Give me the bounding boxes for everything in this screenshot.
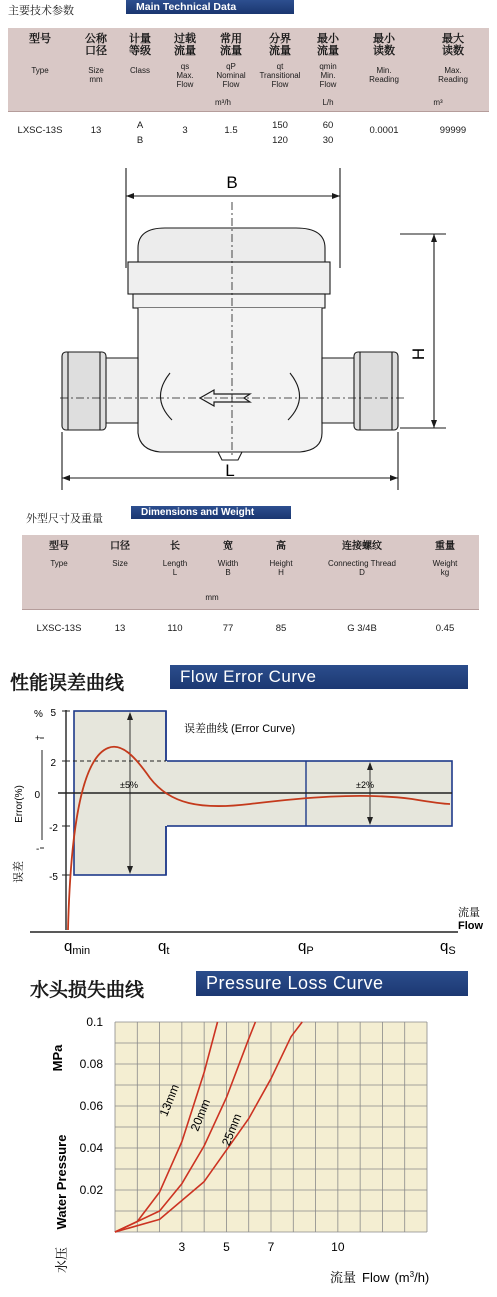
series-label: 25mm bbox=[218, 1111, 245, 1148]
x-axis-label-cn: 流量 bbox=[458, 907, 480, 919]
dimensions-header-en: Length L bbox=[162, 559, 188, 578]
dimensions-header-cn: 型号 bbox=[49, 541, 69, 552]
main-tech-header-en: Min. Flow bbox=[319, 71, 337, 90]
y-axis-label-cn: 误差 bbox=[13, 861, 25, 883]
y-tick-label: 0.08 bbox=[79, 1057, 103, 1071]
flow-error-title-banner: Flow Error Curve bbox=[170, 665, 468, 689]
main-tech-header-symbol: qP bbox=[226, 62, 236, 71]
main-tech-header-cn: 最小 读数 bbox=[373, 33, 395, 58]
main-tech-header-en: Min. Reading bbox=[369, 66, 399, 85]
main-tech-header-en: Size mm bbox=[88, 66, 104, 85]
dimensions-cell: 13 bbox=[114, 623, 126, 634]
y-tick-label: 0.06 bbox=[79, 1099, 103, 1113]
x-axis-label-en: Flow bbox=[458, 920, 484, 932]
dimensions-cell: 0.45 bbox=[435, 623, 455, 634]
series-label: 20mm bbox=[187, 1096, 214, 1134]
main-tech-cell-type: LXSC-13S bbox=[17, 125, 63, 136]
dimensions-header-cn: 高 bbox=[276, 541, 286, 552]
dimensions-header-en: Weight kg bbox=[432, 559, 458, 578]
flow-error-chart bbox=[0, 700, 497, 962]
x-label-qp: $q_P$ bbox=[298, 938, 314, 957]
y-axis-label-en: Error(%) bbox=[14, 785, 25, 823]
dimensions-header-en: Width B bbox=[217, 559, 239, 578]
main-tech-divider bbox=[8, 111, 489, 112]
x-label-qs: $q_S$ bbox=[440, 938, 456, 957]
y-tick-5: 5 bbox=[50, 708, 56, 719]
y-tick-neg5: -5 bbox=[49, 872, 58, 883]
minus-sign: - bbox=[36, 844, 40, 855]
dimensions-header-en: Type bbox=[50, 559, 68, 568]
y-tick-neg2: -2 bbox=[49, 823, 58, 834]
x-tick-label: 10 bbox=[331, 1240, 345, 1254]
main-tech-header-en: Nominal Flow bbox=[216, 71, 246, 90]
main-tech-unit-reading: m³ bbox=[433, 98, 443, 107]
main-tech-header-en: Type bbox=[31, 66, 49, 75]
main-tech-header-en: Transitional Flow bbox=[259, 71, 301, 90]
y-tick-label: 0.02 bbox=[79, 1183, 103, 1197]
main-tech-cell-max-reading: 99999 bbox=[439, 125, 467, 136]
dimensions-header-row bbox=[22, 535, 479, 609]
dimensions-divider bbox=[22, 609, 479, 610]
dimensions-cell: 85 bbox=[275, 623, 287, 634]
dim-label-l: L bbox=[225, 461, 235, 480]
main-tech-header-row bbox=[8, 28, 489, 111]
series-label: 13mm bbox=[156, 1082, 182, 1119]
flow-error-title-cn: 性能误差曲线 bbox=[10, 673, 125, 694]
main-tech-header-cn: 型号 bbox=[29, 33, 51, 45]
main-tech-cell-nominal-flow: 1.5 bbox=[224, 125, 238, 136]
x-tick-label: 5 bbox=[223, 1240, 230, 1254]
dimensions-header-en: Size bbox=[112, 559, 128, 568]
y-tick-label: 0.04 bbox=[79, 1141, 103, 1155]
main-tech-unit-lh: L/h bbox=[322, 98, 334, 107]
dimensions-title-banner: Dimensions and Weight bbox=[131, 506, 291, 519]
dimensions-header-cn: 连接螺纹 bbox=[342, 541, 382, 552]
y-axis-label-cn: 水压 bbox=[54, 1246, 69, 1274]
y-tick-2: 2 bbox=[50, 758, 56, 769]
dimensions-header-en: Height H bbox=[269, 559, 293, 578]
main-tech-title-cn: 主要技术参数 bbox=[8, 5, 74, 17]
dimensions-header-en: Connecting Thread D bbox=[328, 559, 396, 578]
main-tech-header-cn: 常用 流量 bbox=[220, 33, 242, 58]
main-tech-header-cn: 最小 流量 bbox=[317, 33, 339, 58]
main-tech-title-banner: Main Technical Data bbox=[126, 0, 294, 14]
main-tech-cell-min-reading: 0.0001 bbox=[369, 125, 399, 136]
dimensions-cell: 110 bbox=[167, 623, 183, 634]
y-axis-label-en: Water Pressure bbox=[54, 1134, 69, 1230]
y-tick-0: 0 bbox=[34, 790, 40, 801]
meter-drawing bbox=[0, 158, 497, 493]
dimensions-data-row bbox=[22, 612, 479, 650]
y-unit-pct: % bbox=[34, 709, 43, 720]
x-label-qt: $q_t$ bbox=[158, 938, 170, 957]
pressure-loss-title-banner: Pressure Loss Curve bbox=[196, 971, 468, 996]
main-tech-header-cn: 计量 等级 bbox=[129, 33, 151, 58]
main-tech-cell-max-flow: 3 bbox=[182, 125, 188, 136]
x-axis-label: 流量 Flow $(m^3/h)$ bbox=[330, 1270, 430, 1285]
tolerance-label-5: ±5% bbox=[120, 780, 138, 790]
x-label-qmin: $q_{min}$ bbox=[64, 938, 91, 957]
y-tick-label: 0.1 bbox=[86, 1015, 103, 1029]
dimensions-header-cn: 重量 bbox=[435, 541, 455, 552]
main-tech-cell-class: A B bbox=[136, 120, 144, 146]
main-tech-header-en: Max. Reading bbox=[438, 66, 468, 85]
tolerance-label-2: ±2% bbox=[356, 780, 374, 790]
dimensions-cell: LXSC-13S bbox=[36, 623, 82, 634]
dimensions-cell: 77 bbox=[222, 623, 234, 634]
main-tech-header-symbol: qs bbox=[180, 62, 190, 71]
dimensions-header-cn: 长 bbox=[170, 541, 180, 552]
x-tick-label: 7 bbox=[267, 1240, 275, 1254]
pressure-loss-chart bbox=[0, 1012, 497, 1297]
main-tech-header-en: Class bbox=[129, 66, 150, 75]
main-tech-header-en: Max. Flow bbox=[176, 71, 194, 90]
main-tech-header-cn: 过载 流量 bbox=[174, 33, 196, 58]
main-tech-header-cn: 最大 读数 bbox=[442, 33, 464, 58]
main-tech-cell-transitional-flow: 150 120 bbox=[272, 120, 288, 146]
dimensions-header-cn: 宽 bbox=[223, 541, 233, 552]
dimensions-cell: G 3/4B bbox=[347, 623, 377, 634]
main-tech-header-symbol: qt bbox=[276, 62, 284, 71]
main-tech-header-cn: 公称 口径 bbox=[85, 33, 107, 58]
y-unit-mpa: MPa bbox=[50, 1044, 65, 1072]
plus-sign: + bbox=[35, 733, 41, 743]
main-tech-cell-min-flow: 60 30 bbox=[322, 120, 334, 146]
dim-label-b: B bbox=[226, 173, 238, 192]
dim-label-h: H bbox=[409, 347, 428, 361]
main-tech-cell-size: 13 bbox=[90, 125, 102, 136]
dimensions-unit-mm: mm bbox=[205, 593, 219, 602]
main-tech-header-cn: 分界 流量 bbox=[269, 33, 291, 58]
dimensions-header-cn: 口径 bbox=[110, 541, 130, 552]
x-tick-label: 3 bbox=[178, 1240, 186, 1254]
error-curve-label: 误差曲线 (Error Curve) bbox=[184, 723, 296, 735]
dimensions-title-cn: 外型尺寸及重量 bbox=[26, 513, 103, 525]
main-tech-unit-m3h: m³/h bbox=[215, 98, 231, 107]
main-tech-header-symbol: qmin bbox=[319, 62, 337, 71]
main-tech-data-row bbox=[8, 113, 489, 157]
pressure-loss-title-cn: 水头损失曲线 bbox=[30, 980, 145, 1001]
